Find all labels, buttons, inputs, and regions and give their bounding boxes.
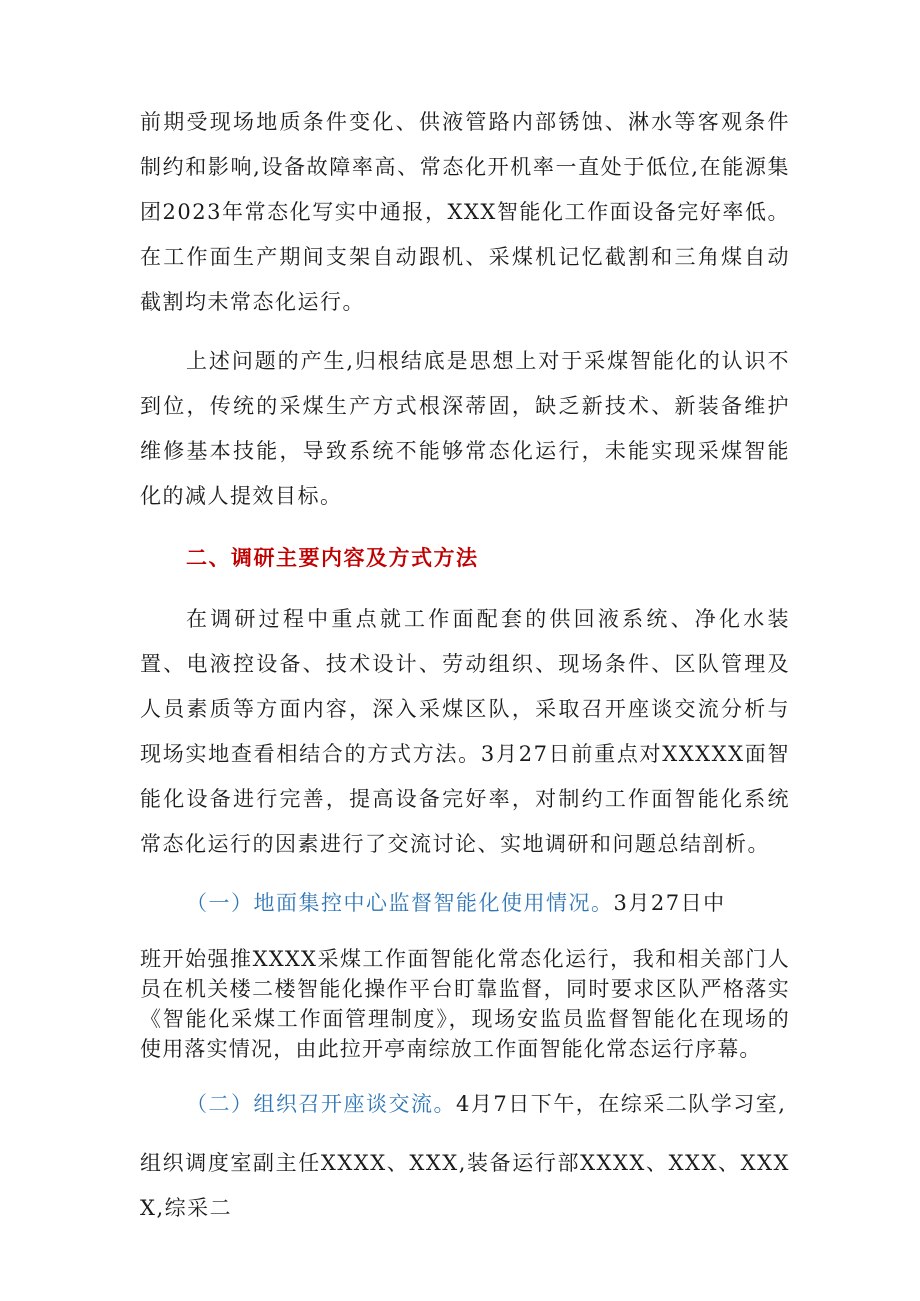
paragraph-meeting-attendees: 组织调度室副主任XXXX、XXX,装备运行部XXXX、XXX、XXXX,综采二 xyxy=(140,1151,790,1220)
paragraph-research-method: 在调研过程中重点就工作面配套的供回液系统、净化水装置、电液控设备、技术设计、劳动组织、现场条件、区队管理及人员素质等方面内容，深入采煤区队，采取召开座谈交流分析与现场实地查看相结合的方式方法。3月27日前重点对XXXXX面智能化设备进行完善，提高设备完好率，对制约工作面智能化系统常态化运行的因素进行了交流讨论、实地调研和问题总结剖析。 xyxy=(140,607,790,856)
subsection-1-line xyxy=(140,881,790,926)
paragraph-root-cause: 上述问题的产生,归根结底是思想上对于采煤智能化的认识不到位，传统的采煤生产方式根深蒂固，缺乏新技术、新装备维护维修基本技能，导致系统不能够常态化运行，未能实现采煤智能化的减人提效目标。 xyxy=(140,349,790,508)
subsection-2-title: （二）组织召开座谈交流。 xyxy=(186,1092,456,1116)
subsection-2-lead: 4月7日下午，在综采二队学习室, xyxy=(456,1092,787,1116)
document-page xyxy=(140,100,790,1231)
subsection-1-lead: 3月27日中 xyxy=(613,891,726,915)
paragraph-geology-constraints: 前期受现场地质条件变化、供液管路内部锈蚀、淋水等客观条件制约和影响,设备故障率高、常态化开机率一直处于低位,在能源集团2023年常态化写实中通报，XXX智能化工作面设备完好率低。在工作面生产期间支架自动跟机、采煤机记忆截割和三角煤自动截割均未常态化运行。 xyxy=(140,110,790,314)
subsection-1-title: （一）地面集控中心监督智能化使用情况。 xyxy=(186,891,614,915)
subsection-2-line xyxy=(140,1082,790,1127)
section-heading-2: 二、调研主要内容及方式方法 xyxy=(186,546,479,570)
paragraph-supervision: 班开始强推XXXX采煤工作面智能化常态化运行，我和相关部门人员在机关楼二楼智能化操作平台盯靠监督，同时要求区队严格落实《智能化采煤工作面管理制度》，现场安监员监督智能化在现场的使用落实情况，由此拉开亭南综放工作面智能化常态运行序幕。 xyxy=(140,947,790,1061)
